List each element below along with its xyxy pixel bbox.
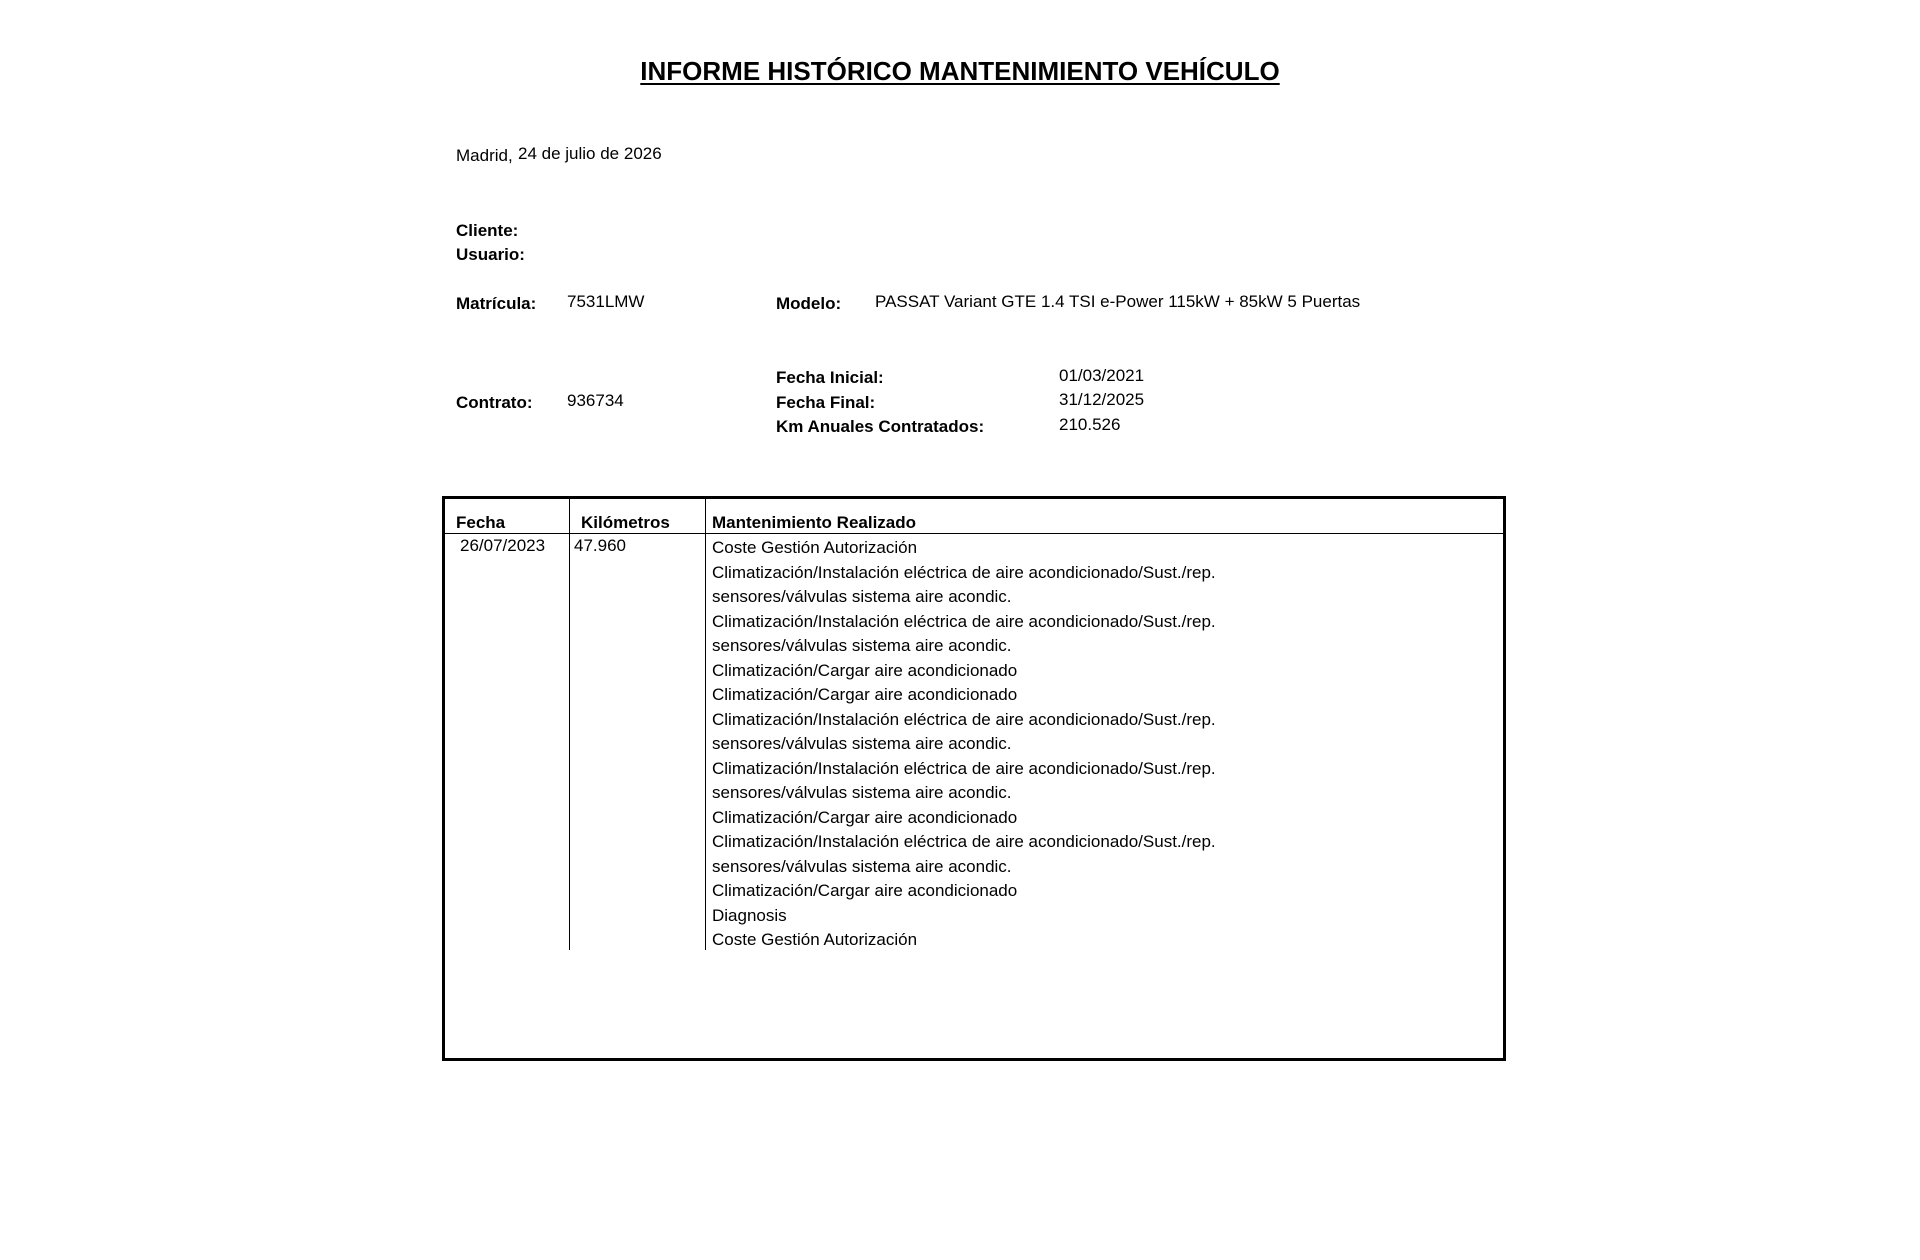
maintenance-list <box>712 536 1216 953</box>
maintenance-line: Climatización/Cargar aire acondicionado <box>712 660 1018 680</box>
column-divider-fecha <box>569 499 570 950</box>
maintenance-line: sensores/válvulas sistema aire acondic. <box>712 587 1012 606</box>
header-fecha: Fecha <box>456 513 506 532</box>
report-date: 24 de julio de 2026 <box>518 144 662 163</box>
header-mantenimiento: Mantenimiento Realizado <box>712 513 917 532</box>
matricula-label: Matrícula: <box>456 294 537 313</box>
header-kilometros: Kilómetros <box>581 513 670 532</box>
fecha-final-label: Fecha Final: <box>776 393 876 412</box>
header-divider <box>445 533 1503 534</box>
maintenance-line: Diagnosis <box>712 905 787 925</box>
maintenance-line: Coste Gestión Autorización <box>712 538 918 557</box>
matricula-value: 7531LMW <box>567 292 645 311</box>
report-title: INFORME HISTÓRICO MANTENIMIENTO VEHÍCULO <box>640 56 1280 86</box>
fecha-final-value: 31/12/2025 <box>1059 390 1145 409</box>
modelo-value: PASSAT Variant GTE 1.4 TSI e-Power 115kW + 85kW 5 Puertas <box>875 292 1361 311</box>
report-place: Madrid, <box>456 146 513 165</box>
maintenance-line: sensores/válvulas sistema aire acondic. <box>712 636 1012 655</box>
maintenance-line: sensores/válvulas sistema aire acondic. <box>712 856 1012 876</box>
maintenance-table <box>442 496 1506 1061</box>
maintenance-line: Climatización/Cargar aire acondicionado <box>712 807 1018 827</box>
maintenance-line: Climatización/Instalación eléctrica de aire acondicionado/Sust./rep. <box>712 611 1216 631</box>
maintenance-line: Climatización/Cargar aire acondicionado <box>712 881 1018 900</box>
maintenance-line: Climatización/Instalación eléctrica de aire acondicionado/Sust./rep. <box>712 758 1216 778</box>
maintenance-line: Climatización/Instalación eléctrica de aire acondicionado/Sust./rep. <box>712 832 1216 851</box>
fecha-inicial-value: 01/03/2021 <box>1059 366 1145 385</box>
km-anuales-value: 210.526 <box>1059 415 1121 434</box>
contrato-value: 936734 <box>567 391 624 410</box>
fecha-inicial-label: Fecha Inicial: <box>776 368 884 387</box>
cliente-label: Cliente: <box>456 221 519 240</box>
modelo-label: Modelo: <box>776 294 842 313</box>
row-kilometros: 47.960 <box>574 536 626 555</box>
contrato-label: Contrato: <box>456 393 533 412</box>
maintenance-line: sensores/válvulas sistema aire acondic. <box>712 734 1012 753</box>
row-fecha: 26/07/2023 <box>460 536 546 555</box>
maintenance-line: sensores/válvulas sistema aire acondic. <box>712 783 1012 802</box>
km-anuales-label: Km Anuales Contratados: <box>776 417 985 436</box>
column-divider-km <box>705 499 706 950</box>
maintenance-line: Coste Gestión Autorización <box>712 930 918 949</box>
maintenance-line: Climatización/Cargar aire acondicionado <box>712 685 1018 704</box>
usuario-label: Usuario: <box>456 245 525 264</box>
maintenance-line: Climatización/Instalación eléctrica de aire acondicionado/Sust./rep. <box>712 709 1216 729</box>
maintenance-line: Climatización/Instalación eléctrica de aire acondicionado/Sust./rep. <box>712 562 1216 582</box>
